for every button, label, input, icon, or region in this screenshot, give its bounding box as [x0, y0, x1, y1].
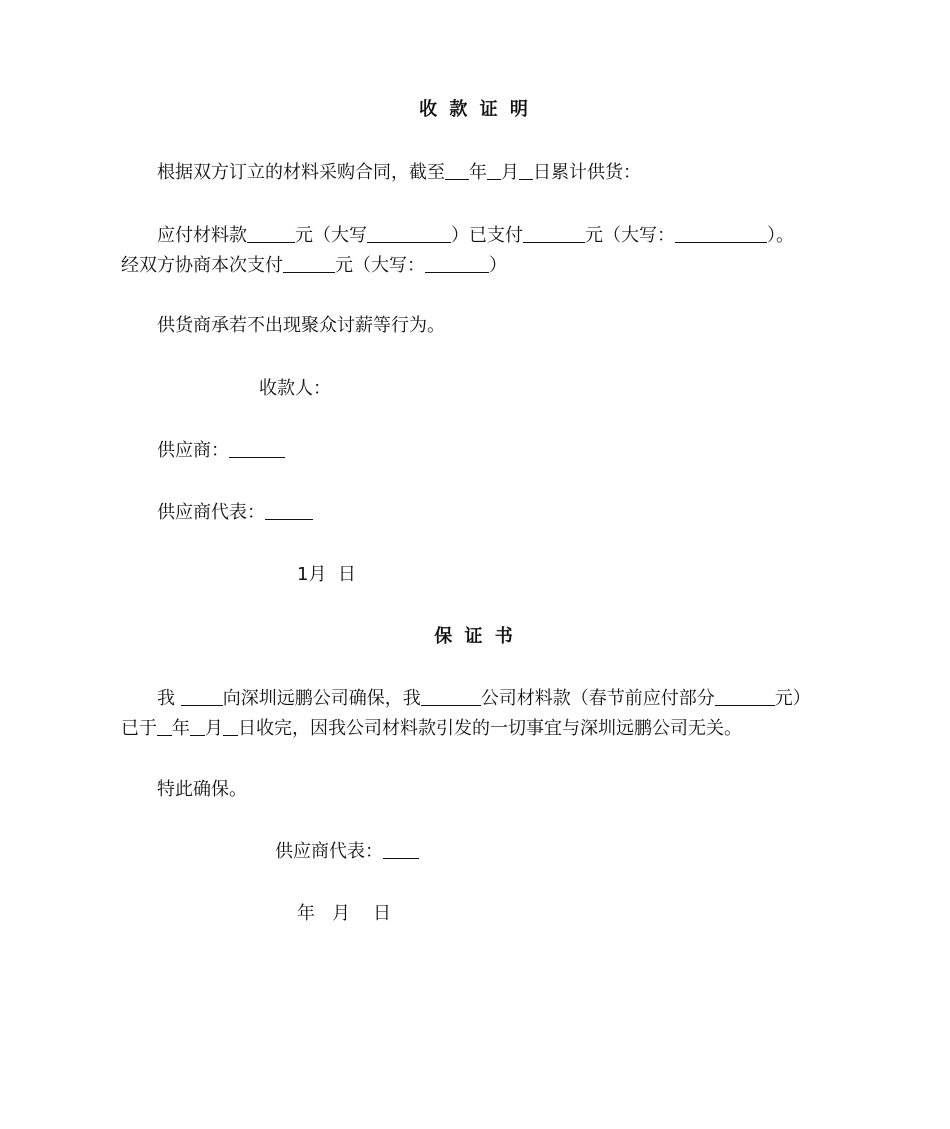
- guarantee-title: 保 证 书: [434, 626, 516, 647]
- text-span: 年: [172, 718, 190, 739]
- blank-line: [675, 226, 767, 243]
- supplier-label: 供应商：: [157, 440, 229, 461]
- blank-line: [523, 226, 585, 243]
- blank-line: [247, 226, 295, 243]
- text-span: 元（大写：: [335, 255, 425, 276]
- blank-line: [487, 163, 501, 180]
- supplier-rep-line: [157, 501, 313, 525]
- text-span: 根据双方订立的材料采购合同，截至: [157, 162, 445, 183]
- supplier-rep-label: 供应商代表：: [157, 502, 265, 523]
- guarantee-paragraph-1-cont: [121, 717, 742, 741]
- text-span: 经双方协商本次支付: [121, 255, 283, 276]
- blank-line: [157, 719, 172, 736]
- text-span: ）。: [767, 225, 794, 246]
- blank-line: [229, 441, 285, 458]
- text-span: 元）: [774, 688, 811, 709]
- text-span: 元（大写: [295, 225, 367, 246]
- receipt-date: 1月 日: [297, 564, 356, 585]
- text-span: 我: [157, 688, 175, 709]
- text-span: 向深圳远鹏公司确保，我: [222, 688, 421, 709]
- blank-line: [265, 503, 313, 520]
- payee-label: 收款人：: [259, 378, 331, 399]
- receipt-title: 收 款 证 明: [419, 99, 531, 120]
- receipt-paragraph-3: 供货商承若不出现聚众讨薪等行为。: [157, 315, 445, 336]
- text-span: ）: [489, 255, 507, 276]
- blank-line: [519, 163, 533, 180]
- text-span: 应付材料款: [157, 225, 247, 246]
- blank-line: [367, 226, 451, 243]
- receipt-paragraph-2: [157, 224, 794, 248]
- text-span: 年: [469, 162, 487, 183]
- blank-line: [445, 163, 469, 180]
- guarantee-paragraph-1: [157, 687, 811, 711]
- text-span: 月: [501, 162, 519, 183]
- guarantee-rep-line: [275, 840, 419, 864]
- receipt-paragraph-1: [157, 161, 641, 185]
- text-span: ）已支付: [451, 225, 523, 246]
- text-span: 日累计供货：: [533, 162, 641, 183]
- blank-line: [283, 256, 335, 273]
- text-span: 已于: [121, 718, 157, 739]
- blank-line: [190, 719, 205, 736]
- blank-line: [425, 256, 489, 273]
- supplier-line: [157, 439, 285, 463]
- supplier-rep-label: 供应商代表：: [275, 841, 383, 862]
- guarantee-date: 年 月 日: [297, 903, 392, 924]
- text-span: 日收完，因我公司材料款引发的一切事宜与深圳远鹏公司无关。: [238, 718, 742, 739]
- blank-line: [181, 689, 223, 706]
- text-span: 公司材料款（春节前应付部分: [480, 688, 715, 709]
- receipt-paragraph-2-cont: [121, 254, 507, 278]
- text-span: 月: [205, 718, 223, 739]
- blank-line: [223, 719, 238, 736]
- blank-line: [715, 689, 775, 706]
- text-span: 元（大写：: [585, 225, 675, 246]
- blank-line: [421, 689, 481, 706]
- blank-line: [383, 842, 419, 859]
- guarantee-paragraph-2: 特此确保。: [157, 779, 247, 800]
